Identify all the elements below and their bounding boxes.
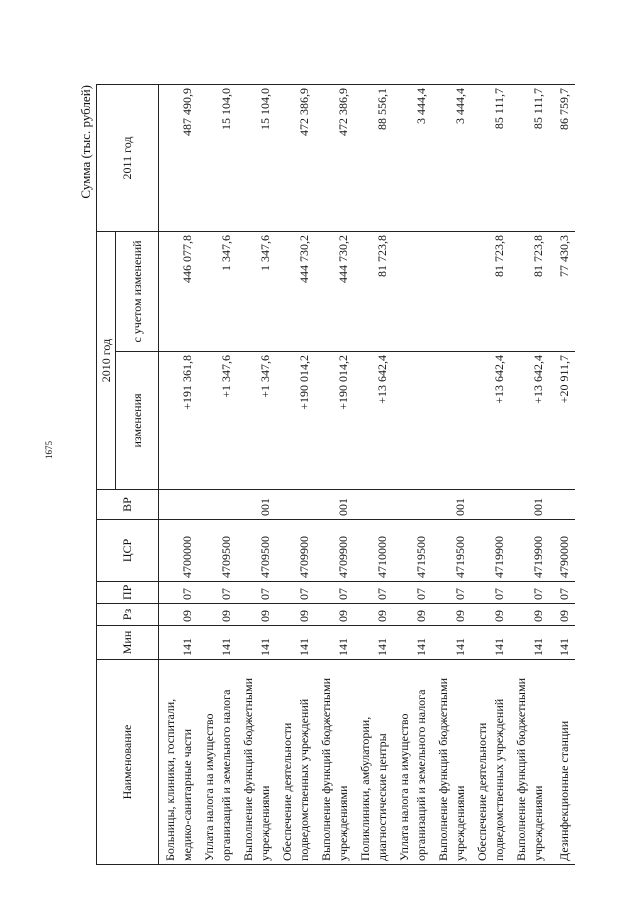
row-name: Больницы, клиники, госпитали, медико-санитарные части xyxy=(159,660,199,865)
row-vr xyxy=(198,490,237,520)
row-rz: 09 xyxy=(393,604,432,626)
row-csr: 4719900 xyxy=(510,520,549,582)
row-csr: 4790000 xyxy=(549,520,575,582)
row-rz: 09 xyxy=(315,604,354,626)
table-row xyxy=(237,84,276,864)
row-min: 141 xyxy=(549,626,575,660)
row-2011: 472 386,9 xyxy=(276,84,315,231)
row-rz: 09 xyxy=(198,604,237,626)
row-pr: 07 xyxy=(237,582,276,604)
rotated-budget-sheet xyxy=(78,85,571,865)
row-with-changes: 444 730,2 xyxy=(315,231,354,351)
header-rz: Рз xyxy=(97,604,159,626)
row-2011: 88 556,1 xyxy=(354,84,393,231)
row-pr: 07 xyxy=(471,582,510,604)
row-name: Дезинфекционные станции xyxy=(549,660,575,865)
row-rz: 09 xyxy=(510,604,549,626)
table-row xyxy=(549,84,575,864)
row-vr: 001 xyxy=(237,490,276,520)
header-2010: 2010 год xyxy=(97,231,116,489)
row-with-changes: 1 347,6 xyxy=(198,231,237,351)
row-pr: 07 xyxy=(549,582,575,604)
row-with-changes: 81 723,8 xyxy=(354,231,393,351)
row-changes xyxy=(393,352,432,490)
table-row xyxy=(198,84,237,864)
row-csr: 4709900 xyxy=(315,520,354,582)
row-vr xyxy=(471,490,510,520)
row-name: Выполнение функций бюджетными учреждениями xyxy=(237,660,276,865)
row-name: Уплата налога на имущество организаций и земельного налога xyxy=(393,660,432,865)
row-with-changes: 444 730,2 xyxy=(276,231,315,351)
header-with-changes: с учетом изменений xyxy=(116,231,159,351)
row-csr: 4709900 xyxy=(276,520,315,582)
row-pr: 07 xyxy=(393,582,432,604)
table-body xyxy=(159,84,576,864)
row-rz: 09 xyxy=(276,604,315,626)
row-pr: 07 xyxy=(159,582,199,604)
row-min: 141 xyxy=(471,626,510,660)
row-with-changes: 81 723,8 xyxy=(471,231,510,351)
header-2011: 2011 год xyxy=(97,84,159,231)
row-vr: 001 xyxy=(510,490,549,520)
row-changes: +20 911,7 xyxy=(549,352,575,490)
row-2011: 85 111,7 xyxy=(510,84,549,231)
row-pr: 07 xyxy=(510,582,549,604)
row-name: Выполнение функций бюджетными учреждениями xyxy=(315,660,354,865)
row-csr: 4719900 xyxy=(471,520,510,582)
row-name: Выполнение функций бюджетными учреждениями xyxy=(510,660,549,865)
row-rz: 09 xyxy=(471,604,510,626)
row-changes: +13 642,4 xyxy=(471,352,510,490)
row-2011: 15 104,0 xyxy=(237,84,276,231)
row-csr: 4709500 xyxy=(198,520,237,582)
row-2011: 86 759,7 xyxy=(549,84,575,231)
header-csr: ЦСР xyxy=(97,520,159,582)
row-csr: 4719500 xyxy=(393,520,432,582)
row-pr: 07 xyxy=(315,582,354,604)
row-changes: +13 642,4 xyxy=(510,352,549,490)
units-caption: Сумма (тыс. рублей) xyxy=(78,85,93,199)
row-2011: 487 490,9 xyxy=(159,84,199,231)
row-with-changes: 446 077,8 xyxy=(159,231,199,351)
row-rz: 09 xyxy=(432,604,471,626)
row-2011: 3 444,4 xyxy=(393,84,432,231)
table-row xyxy=(432,84,471,864)
table-row xyxy=(315,84,354,864)
row-2011: 472 386,9 xyxy=(315,84,354,231)
row-rz: 09 xyxy=(159,604,199,626)
row-changes: +190 014,2 xyxy=(276,352,315,490)
row-vr xyxy=(354,490,393,520)
row-csr: 4719500 xyxy=(432,520,471,582)
row-name: Обеспечение деятельности подведомственных учреждений xyxy=(276,660,315,865)
row-changes: +13 642,4 xyxy=(354,352,393,490)
header-min: Мин xyxy=(97,626,159,660)
row-with-changes xyxy=(393,231,432,351)
table-row xyxy=(510,84,549,864)
row-name: Обеспечение деятельности подведомственных учреждений xyxy=(471,660,510,865)
table-row xyxy=(159,84,199,864)
page-number: 1675 xyxy=(44,441,54,459)
header-vr: ВР xyxy=(97,490,159,520)
row-rz: 09 xyxy=(237,604,276,626)
row-csr: 4709500 xyxy=(237,520,276,582)
row-min: 141 xyxy=(198,626,237,660)
row-min: 141 xyxy=(510,626,549,660)
row-rz: 09 xyxy=(354,604,393,626)
row-2011: 3 444,4 xyxy=(432,84,471,231)
table-row xyxy=(354,84,393,864)
row-name: Уплата налога на имущество организаций и земельного налога xyxy=(198,660,237,865)
table-row xyxy=(276,84,315,864)
row-pr: 07 xyxy=(276,582,315,604)
header-pr: ПР xyxy=(97,582,159,604)
row-with-changes: 77 430,3 xyxy=(549,231,575,351)
row-changes xyxy=(432,352,471,490)
row-pr: 07 xyxy=(432,582,471,604)
row-vr xyxy=(393,490,432,520)
row-vr xyxy=(276,490,315,520)
row-changes: +1 347,6 xyxy=(237,352,276,490)
header-changes: изменения xyxy=(116,352,159,490)
table-header xyxy=(97,84,159,864)
row-with-changes: 81 723,8 xyxy=(510,231,549,351)
row-min: 141 xyxy=(159,626,199,660)
row-2011: 85 111,7 xyxy=(471,84,510,231)
row-pr: 07 xyxy=(354,582,393,604)
row-with-changes: 1 347,6 xyxy=(237,231,276,351)
row-vr: 001 xyxy=(432,490,471,520)
row-min: 141 xyxy=(432,626,471,660)
row-changes: +1 347,6 xyxy=(198,352,237,490)
row-min: 141 xyxy=(237,626,276,660)
row-min: 141 xyxy=(315,626,354,660)
row-csr: 4710000 xyxy=(354,520,393,582)
row-rz: 09 xyxy=(549,604,575,626)
row-changes: +191 361,8 xyxy=(159,352,199,490)
row-pr: 07 xyxy=(198,582,237,604)
table-row xyxy=(393,84,432,864)
row-2011: 15 104,0 xyxy=(198,84,237,231)
row-with-changes xyxy=(432,231,471,351)
row-name: Выполнение функций бюджетными учреждениями xyxy=(432,660,471,865)
row-vr xyxy=(549,490,575,520)
row-min: 141 xyxy=(276,626,315,660)
budget-table xyxy=(96,84,575,865)
row-min: 141 xyxy=(393,626,432,660)
row-vr xyxy=(159,490,199,520)
header-name: Наименование xyxy=(97,660,159,865)
table-row xyxy=(471,84,510,864)
row-changes: +190 014,2 xyxy=(315,352,354,490)
row-min: 141 xyxy=(354,626,393,660)
row-vr: 001 xyxy=(315,490,354,520)
row-name: Поликлиники, амбулатории, диагностические центры xyxy=(354,660,393,865)
row-csr: 4700000 xyxy=(159,520,199,582)
